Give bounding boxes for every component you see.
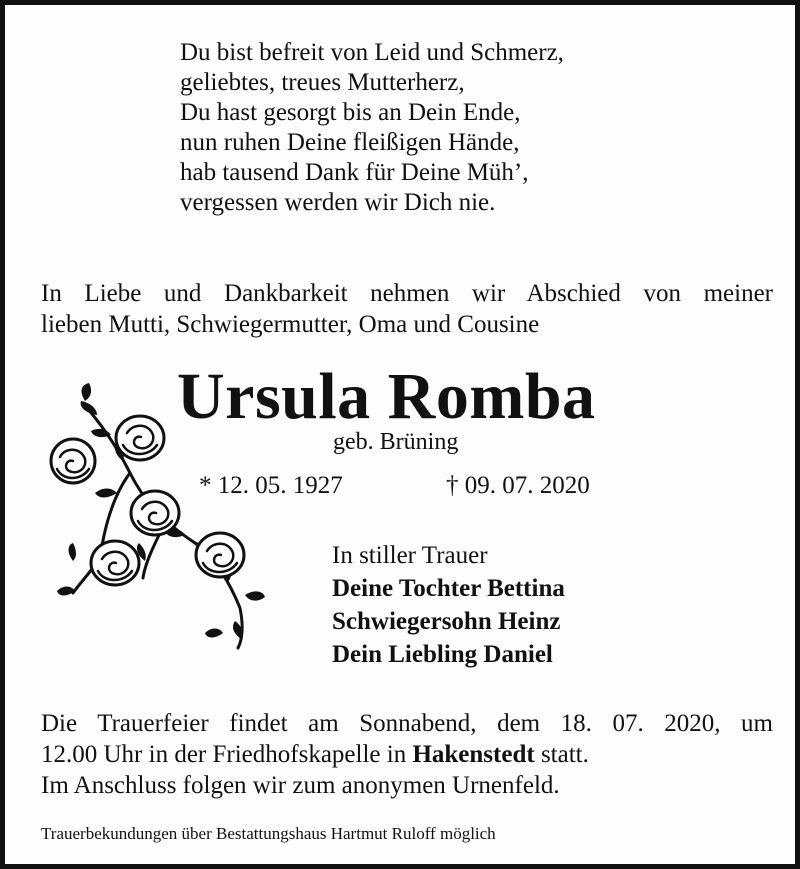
funeral-line-2-text: 12.00 Uhr in der Friedhofskapelle in xyxy=(41,741,413,768)
mourner-name: Deine Tochter Bettina xyxy=(332,575,565,602)
poem-line: Du hast gesorgt bis an Dein Ende, xyxy=(180,99,521,126)
death-date: † 09. 07. 2020 xyxy=(446,472,590,499)
deceased-name: Ursula Romba xyxy=(177,360,596,433)
intro-line-1: In Liebe und Dankbarkeit nehmen wir Abschied von meiner xyxy=(41,280,773,307)
funeral-line-1: Die Trauerfeier findet am Sonnabend, dem 18. 07. 2020, um xyxy=(41,710,773,737)
poem-line: hab tausend Dank für Deine Müh’, xyxy=(180,159,529,186)
maiden-name: geb. Brüning xyxy=(333,429,459,455)
poem-line: nun ruhen Deine fleißigen Hände, xyxy=(180,129,520,156)
poem-line: geliebtes, treues Mutterherz, xyxy=(180,69,465,96)
funeral-line-2 xyxy=(41,739,773,770)
birth-date: * 12. 05. 1927 xyxy=(199,472,343,499)
condolence-note: Trauerbekundungen über Bestattungshaus Hartmut Ruloff möglich xyxy=(41,824,496,843)
mourners-block xyxy=(332,539,565,671)
funeral-details xyxy=(41,708,773,801)
mourner-name: Schwiegersohn Heinz xyxy=(332,608,561,635)
funeral-line-2-end: statt. xyxy=(534,741,589,768)
funeral-place: Hakenstedt xyxy=(412,741,535,768)
poem xyxy=(180,38,564,218)
farewell-intro xyxy=(41,278,773,340)
funeral-line-3: Im Anschluss folgen wir zum anonymen Urnenfeld. xyxy=(41,772,560,799)
mourning-heading: In stiller Trauer xyxy=(332,542,488,569)
poem-line: vergessen werden wir Dich nie. xyxy=(180,189,496,216)
poem-line: Du bist befreit von Leid und Schmerz, xyxy=(180,39,564,66)
intro-line-2: lieben Mutti, Schwiegermutter, Oma und Cousine xyxy=(41,311,540,338)
mourner-name: Dein Liebling Daniel xyxy=(332,641,553,668)
